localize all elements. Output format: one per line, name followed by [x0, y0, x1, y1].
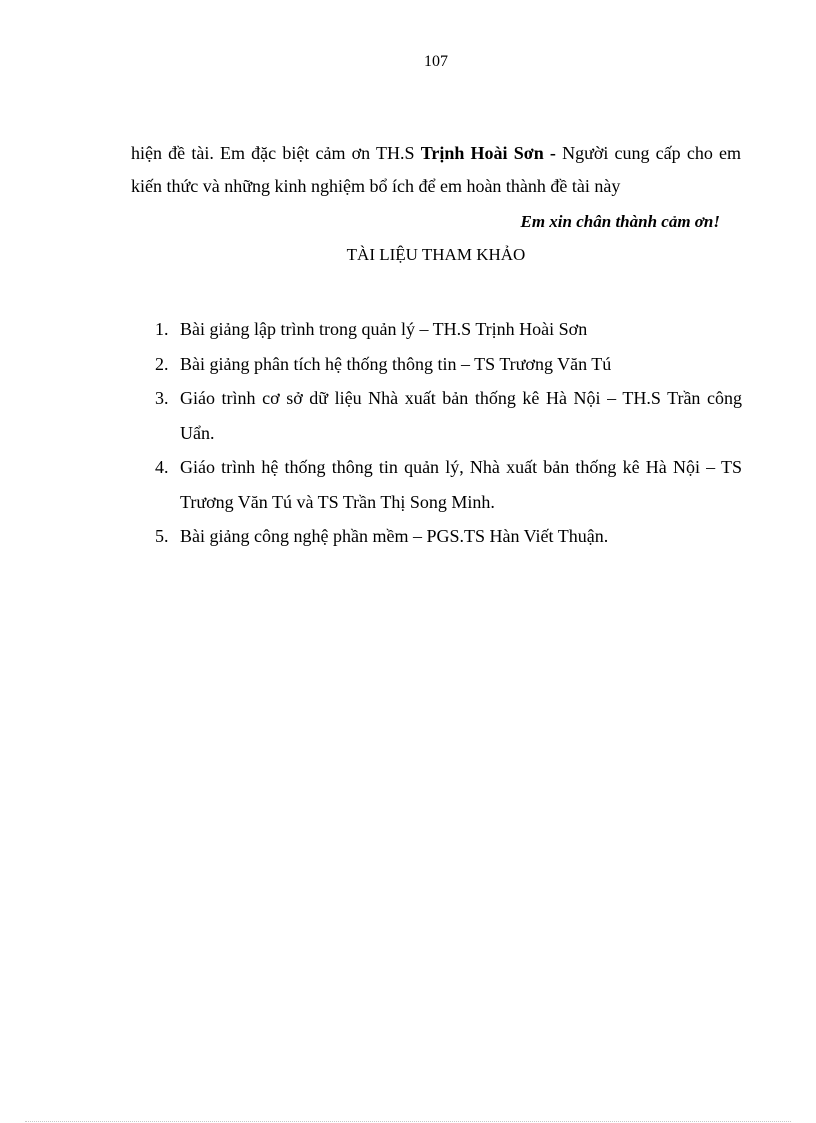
- references-title: TÀI LIỆU THAM KHẢO: [346, 245, 526, 264]
- acknowledgement-line-1: [131, 143, 741, 164]
- reference-item: [155, 312, 742, 347]
- advisor-name: Trịnh Hoài Sơn -: [420, 143, 556, 163]
- closing-thanks: Em xin chân thành cảm ơn!: [520, 212, 720, 231]
- reference-number: 3.: [155, 388, 169, 408]
- reference-item: [155, 347, 742, 382]
- reference-number: 4.: [155, 457, 169, 477]
- reference-number: 1.: [155, 319, 169, 339]
- reference-number: 2.: [155, 353, 169, 374]
- page-number: 107: [424, 53, 448, 70]
- page-bottom-divider: [25, 1121, 791, 1122]
- acknowledgement-text-start: hiện đề tài. Em đặc biệt cảm ơn TH.S: [131, 143, 421, 163]
- reference-text: Giáo trình cơ sở dữ liệu Nhà xuất bản thống kê Hà Nội – TH.S Trần công Uẩn.: [180, 388, 742, 443]
- reference-number: 5.: [155, 526, 169, 546]
- reference-text: Bài giảng phân tích hệ thống thông tin – TS Trương Văn Tú: [180, 353, 612, 374]
- reference-text: Bài giảng lập trình trong quản lý – TH.S Trịnh Hoài Sơn: [180, 319, 588, 339]
- references-list: [155, 312, 742, 554]
- reference-item: [155, 519, 742, 554]
- reference-text: Bài giảng công nghệ phần mềm – PGS.TS Hàn Viết Thuận.: [180, 526, 609, 546]
- reference-item: [155, 381, 742, 450]
- acknowledgement-text-end: Người cung cấp cho em: [555, 143, 741, 163]
- reference-text: Giáo trình hệ thống thông tin quản lý, Nhà xuất bản thống kê Hà Nội – TS Trương Văn Tú và TS Trần Thị Song Minh.: [180, 457, 742, 512]
- acknowledgement-line-2: kiến thức và những kinh nghiệm bổ ích để em hoàn thành đề tài này: [131, 176, 621, 196]
- reference-item: [155, 450, 742, 519]
